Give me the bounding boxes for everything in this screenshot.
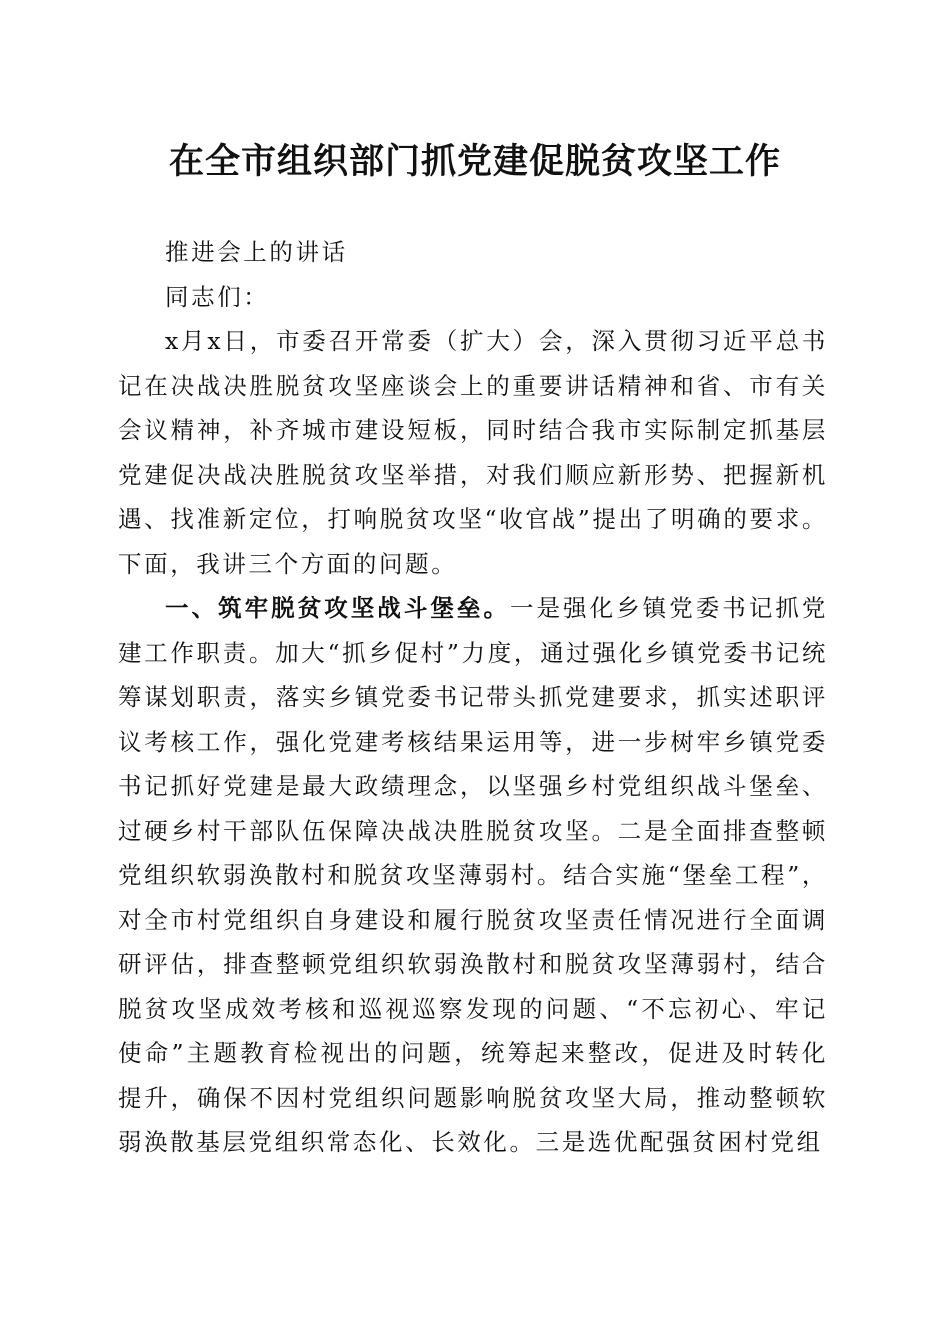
section-1-body: 一是强化乡镇党委书记抓党建工作职责。加大“抓乡促村”力度，通过强化乡镇党委书记统筹谋划职责，落实乡镇党委书记带头抓党建要求，抓实述职评议考核工作，强化党建考核结果运用等，进一步树牢乡镇党委书记抓好党建是最大政绩理念，以坚强乡村党组织战斗堡垒、过硬乡村干部队伍保障决战决胜脱贫攻坚。二是全面排查整顿党组织软弱涣散村和脱贫攻坚薄弱村。结合实施“堡垒工程”，对全市村党组织自身建设和履行脱贫攻坚责任情况进行全面调研评估，排查整顿党组织软弱涣散村和脱贫攻坚薄弱村，结合脱贫攻坚成效考核和巡视巡察发现的问题、“不忘初心、牢记使命”主题教育检视出的问题，统筹起来整改，促进及时转化提升，确保不因村党组织问题影响脱贫攻坚大局，推动整顿软弱涣散基层党组织常态化、长效化。三是选优配强贫困村党组 xyxy=(118,594,828,1156)
section-1-paragraph xyxy=(118,586,828,1165)
salutation-paragraph: 同志们： xyxy=(165,282,270,311)
document-title: 在全市组织部门抓党建促脱贫攻坚工作 xyxy=(168,141,781,182)
subtitle-paragraph: 推进会上的讲话 xyxy=(165,238,348,266)
document-body xyxy=(118,230,828,1165)
section-1-heading: 一、筑牢脱贫攻坚战斗堡垒。 xyxy=(165,594,510,622)
intro-paragraph: x月x日，市委召开常委（扩大）会，深入贯彻习近平总书记在决战决胜脱贫攻坚座谈会上的重要讲话精神和省、市有关会议精神，补齐城市建设短板，同时结合我市实际制定抓基层党建促决战决胜脱贫攻坚举措，对我们顺应新形势、把握新机遇、找准新定位，打响脱贫攻坚“收官战”提出了明确的要求。下面，我讲三个方面的问题。 xyxy=(118,327,828,578)
